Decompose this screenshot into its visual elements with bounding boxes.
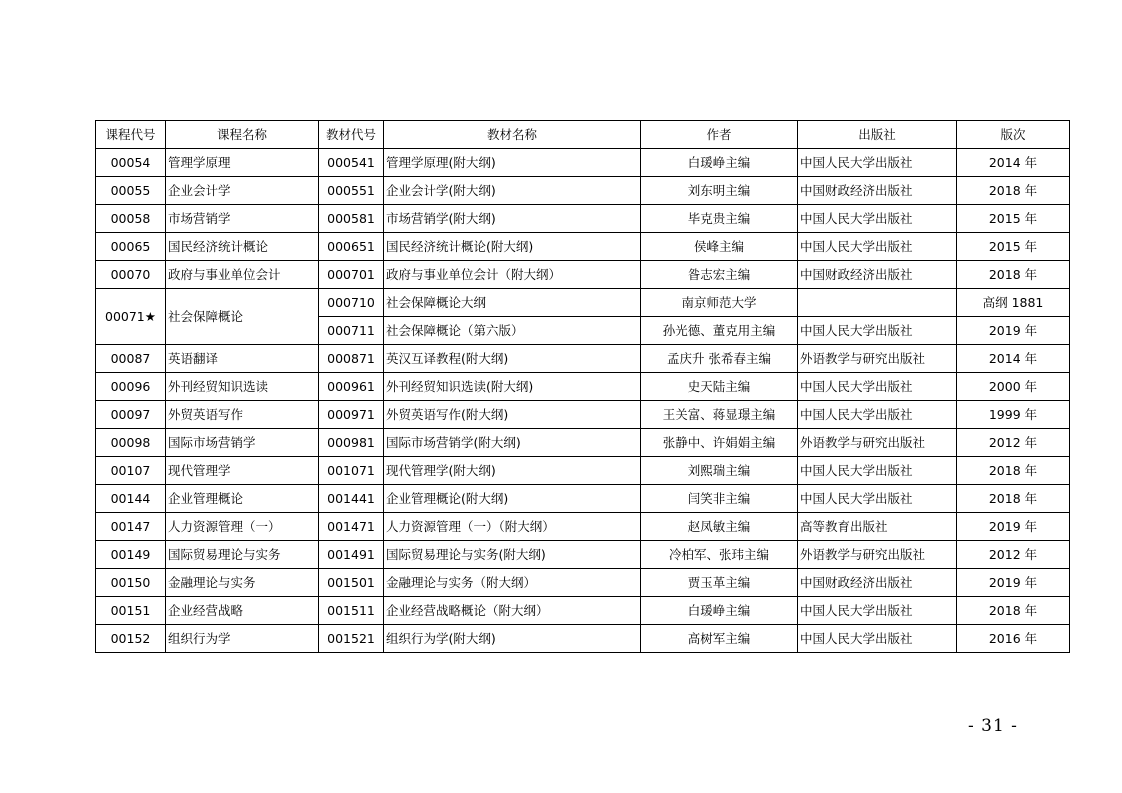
header-course-code: 课程代号 <box>96 121 166 149</box>
book-code-cell: 000551 <box>319 177 384 205</box>
book-code-cell: 000541 <box>319 149 384 177</box>
publisher-cell: 中国人民大学出版社 <box>798 401 957 429</box>
book-code-cell: 001501 <box>319 569 384 597</box>
table-row <box>96 401 1070 429</box>
publisher-cell: 中国人民大学出版社 <box>798 373 957 401</box>
course-name-cell: 企业管理概论 <box>166 485 319 513</box>
table-row <box>96 457 1070 485</box>
course-code-cell: 00107 <box>96 457 166 485</box>
header-author: 作者 <box>641 121 798 149</box>
table-row <box>96 541 1070 569</box>
course-code-cell: 00150 <box>96 569 166 597</box>
header-course-name: 课程名称 <box>166 121 319 149</box>
book-name-cell: 英汉互译教程(附大纲) <box>384 345 641 373</box>
author-cell: 闫笑非主编 <box>641 485 798 513</box>
course-name-cell: 现代管理学 <box>166 457 319 485</box>
publisher-cell: 外语教学与研究出版社 <box>798 541 957 569</box>
book-code-cell: 000971 <box>319 401 384 429</box>
publisher-cell: 中国人民大学出版社 <box>798 317 957 345</box>
edition-cell: 2016 年 <box>957 625 1070 653</box>
course-code-cell: 00152 <box>96 625 166 653</box>
course-textbook-table <box>95 120 1070 653</box>
edition-cell: 2018 年 <box>957 457 1070 485</box>
publisher-cell: 中国人民大学出版社 <box>798 149 957 177</box>
book-name-cell: 企业会计学(附大纲) <box>384 177 641 205</box>
book-name-cell: 组织行为学(附大纲) <box>384 625 641 653</box>
edition-cell: 2015 年 <box>957 205 1070 233</box>
edition-cell: 2019 年 <box>957 317 1070 345</box>
author-cell: 白瑗峥主编 <box>641 149 798 177</box>
author-cell: 冷柏军、张玮主编 <box>641 541 798 569</box>
course-code-cell: 00098 <box>96 429 166 457</box>
author-cell: 赵凤敏主编 <box>641 513 798 541</box>
book-name-cell: 国际贸易理论与实务(附大纲) <box>384 541 641 569</box>
author-cell: 孙光德、董克用主编 <box>641 317 798 345</box>
course-code-cell: 00071★ <box>96 289 166 345</box>
course-name-cell: 企业经营战略 <box>166 597 319 625</box>
book-name-cell: 现代管理学(附大纲) <box>384 457 641 485</box>
table-row <box>96 345 1070 373</box>
book-code-cell: 000581 <box>319 205 384 233</box>
publisher-cell: 中国人民大学出版社 <box>798 205 957 233</box>
table-row <box>96 429 1070 457</box>
book-name-cell: 企业管理概论(附大纲) <box>384 485 641 513</box>
edition-cell: 2014 年 <box>957 149 1070 177</box>
book-name-cell: 社会保障概论（第六版） <box>384 317 641 345</box>
course-code-cell: 00144 <box>96 485 166 513</box>
table-row <box>96 569 1070 597</box>
course-name-cell: 政府与事业单位会计 <box>166 261 319 289</box>
book-code-cell: 000651 <box>319 233 384 261</box>
edition-cell: 2012 年 <box>957 541 1070 569</box>
course-name-cell: 国际贸易理论与实务 <box>166 541 319 569</box>
publisher-cell: 中国人民大学出版社 <box>798 485 957 513</box>
publisher-cell <box>798 289 957 317</box>
table-row <box>96 513 1070 541</box>
book-code-cell: 001491 <box>319 541 384 569</box>
course-code-cell: 00151 <box>96 597 166 625</box>
edition-cell: 2000 年 <box>957 373 1070 401</box>
book-name-cell: 国民经济统计概论(附大纲) <box>384 233 641 261</box>
book-name-cell: 金融理论与实务（附大纲） <box>384 569 641 597</box>
publisher-cell: 高等教育出版社 <box>798 513 957 541</box>
edition-cell: 2018 年 <box>957 177 1070 205</box>
author-cell: 王关富、蒋显璟主编 <box>641 401 798 429</box>
author-cell: 高树军主编 <box>641 625 798 653</box>
course-name-cell: 企业会计学 <box>166 177 319 205</box>
course-code-cell: 00054 <box>96 149 166 177</box>
edition-cell: 高纲 1881 <box>957 289 1070 317</box>
publisher-cell: 中国人民大学出版社 <box>798 233 957 261</box>
publisher-cell: 外语教学与研究出版社 <box>798 429 957 457</box>
table-header-row <box>96 121 1070 149</box>
publisher-cell: 中国人民大学出版社 <box>798 597 957 625</box>
author-cell: 张静中、许娟娟主编 <box>641 429 798 457</box>
book-name-cell: 市场营销学(附大纲) <box>384 205 641 233</box>
table-row <box>96 289 1070 317</box>
course-code-cell: 00097 <box>96 401 166 429</box>
book-code-cell: 001521 <box>319 625 384 653</box>
table-row <box>96 597 1070 625</box>
table-row <box>96 233 1070 261</box>
book-code-cell: 001511 <box>319 597 384 625</box>
book-code-cell: 000981 <box>319 429 384 457</box>
header-publisher: 出版社 <box>798 121 957 149</box>
course-code-cell: 00149 <box>96 541 166 569</box>
publisher-cell: 中国人民大学出版社 <box>798 457 957 485</box>
book-code-cell: 001071 <box>319 457 384 485</box>
author-cell: 白瑗峥主编 <box>641 597 798 625</box>
publisher-cell: 中国财政经济出版社 <box>798 569 957 597</box>
book-code-cell: 000961 <box>319 373 384 401</box>
book-name-cell: 社会保障概论大纲 <box>384 289 641 317</box>
author-cell: 刘东明主编 <box>641 177 798 205</box>
header-book-name: 教材名称 <box>384 121 641 149</box>
table-row <box>96 485 1070 513</box>
course-name-cell: 社会保障概论 <box>166 289 319 345</box>
course-code-cell: 00147 <box>96 513 166 541</box>
course-name-cell: 组织行为学 <box>166 625 319 653</box>
edition-cell: 2018 年 <box>957 261 1070 289</box>
publisher-cell: 中国财政经济出版社 <box>798 177 957 205</box>
book-code-cell: 000710 <box>319 289 384 317</box>
publisher-cell: 中国人民大学出版社 <box>798 625 957 653</box>
course-code-cell: 00065 <box>96 233 166 261</box>
course-code-cell: 00070 <box>96 261 166 289</box>
course-name-cell: 国民经济统计概论 <box>166 233 319 261</box>
edition-cell: 2012 年 <box>957 429 1070 457</box>
book-name-cell: 外贸英语写作(附大纲) <box>384 401 641 429</box>
book-name-cell: 政府与事业单位会计（附大纲） <box>384 261 641 289</box>
edition-cell: 2015 年 <box>957 233 1070 261</box>
table-row <box>96 149 1070 177</box>
table-row <box>96 373 1070 401</box>
table-row <box>96 625 1070 653</box>
author-cell: 南京师范大学 <box>641 289 798 317</box>
author-cell: 史天陆主编 <box>641 373 798 401</box>
course-name-cell: 金融理论与实务 <box>166 569 319 597</box>
course-name-cell: 国际市场营销学 <box>166 429 319 457</box>
course-name-cell: 人力资源管理（一） <box>166 513 319 541</box>
author-cell: 贾玉革主编 <box>641 569 798 597</box>
author-cell: 孟庆升 张希春主编 <box>641 345 798 373</box>
book-name-cell: 国际市场营销学(附大纲) <box>384 429 641 457</box>
book-code-cell: 001471 <box>319 513 384 541</box>
table-row <box>96 261 1070 289</box>
book-code-cell: 000701 <box>319 261 384 289</box>
edition-cell: 2019 年 <box>957 569 1070 597</box>
book-code-cell: 000871 <box>319 345 384 373</box>
page-number: - 31 - <box>968 716 1018 736</box>
course-code-cell: 00087 <box>96 345 166 373</box>
course-name-cell: 英语翻译 <box>166 345 319 373</box>
course-name-cell: 外刊经贸知识选读 <box>166 373 319 401</box>
edition-cell: 2014 年 <box>957 345 1070 373</box>
book-code-cell: 001441 <box>319 485 384 513</box>
header-edition: 版次 <box>957 121 1070 149</box>
author-cell: 刘熙瑞主编 <box>641 457 798 485</box>
author-cell: 毕克贵主编 <box>641 205 798 233</box>
publisher-cell: 外语教学与研究出版社 <box>798 345 957 373</box>
author-cell: 侯峰主编 <box>641 233 798 261</box>
edition-cell: 2018 年 <box>957 597 1070 625</box>
edition-cell: 1999 年 <box>957 401 1070 429</box>
table-row <box>96 177 1070 205</box>
book-name-cell: 管理学原理(附大纲) <box>384 149 641 177</box>
author-cell: 昝志宏主编 <box>641 261 798 289</box>
book-name-cell: 外刊经贸知识选读(附大纲) <box>384 373 641 401</box>
course-code-cell: 00055 <box>96 177 166 205</box>
course-name-cell: 市场营销学 <box>166 205 319 233</box>
book-name-cell: 企业经营战略概论（附大纲） <box>384 597 641 625</box>
header-book-code: 教材代号 <box>319 121 384 149</box>
book-code-cell: 000711 <box>319 317 384 345</box>
publisher-cell: 中国财政经济出版社 <box>798 261 957 289</box>
edition-cell: 2019 年 <box>957 513 1070 541</box>
course-name-cell: 外贸英语写作 <box>166 401 319 429</box>
book-name-cell: 人力资源管理（一）（附大纲） <box>384 513 641 541</box>
edition-cell: 2018 年 <box>957 485 1070 513</box>
course-code-cell: 00058 <box>96 205 166 233</box>
table-row <box>96 205 1070 233</box>
course-name-cell: 管理学原理 <box>166 149 319 177</box>
course-code-cell: 00096 <box>96 373 166 401</box>
